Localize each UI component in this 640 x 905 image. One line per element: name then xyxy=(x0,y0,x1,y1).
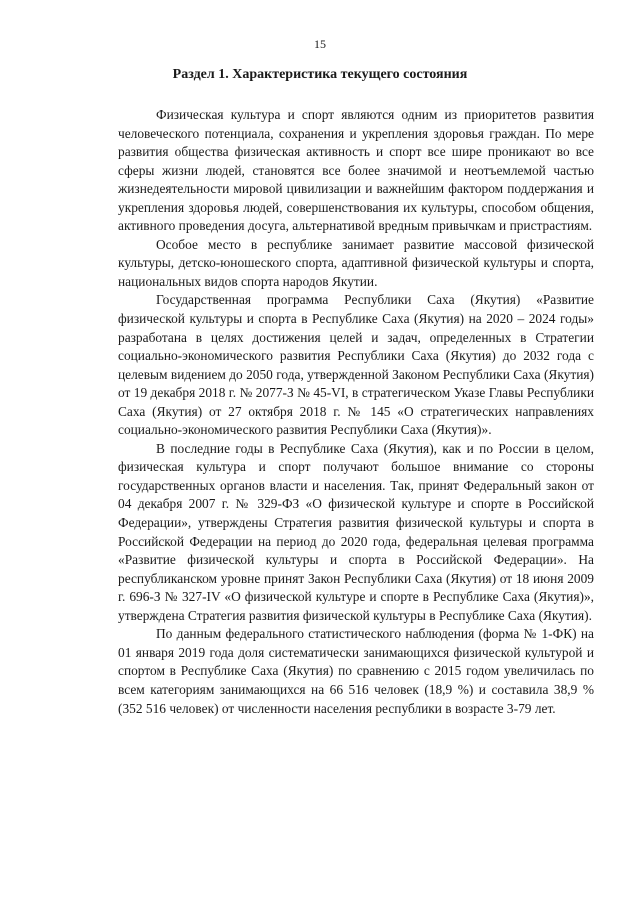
document-body xyxy=(118,106,594,718)
paragraph: В последние годы в Республике Саха (Якутия), как и по России в целом, физическая культура и спорт получают большое внимание со стороны государственных органов власти и населения. Так, принят Федеральный закон от 04 декабря 2007 г. № 329-ФЗ «О физической культуре и спорте в Российской Федерации», утверждены Стратегия развития физической культуры и спорта в Российской Федерации на период до 2020 года, федеральная целевая программа «Развитие физической культуры и спорта в Российской Федерации». На республиканском уровне принят Закон Республики Саха (Якутия) от 18 июня 2009 г. 696-З № 327-IV «О физической культуре и спорте в Республике Саха (Якутия)», утверждена Стратегия развития физической культуры в Республике Саха (Якутия). xyxy=(118,440,594,623)
paragraph: Особое место в республике занимает развитие массовой физической культуры, детско-юношеского спорта, адаптивной физической культуры и спорта, национальных видов спорта народов Якутии. xyxy=(118,236,594,289)
page-number: 15 xyxy=(314,37,326,51)
paragraph: Физическая культура и спорт являются одним из приоритетов развития человеческого потенциала, сохранения и укрепления здоровья граждан. По мере развития общества физическая активность и спорт все шире проникают во все сферы жизни людей, становятся все более значимой и неотъемлемой частью жизнедеятельности мировой цивилизации и важнейшим фактором поддержания и укрепления здоровья людей, совершенствования их культуры, способом общения, активного проведения досуга, альтернативой вредным привычкам и пристрастиям. xyxy=(118,107,594,234)
paragraph: По данным федерального статистического наблюдения (форма № 1-ФК) на 01 января 2019 года доля систематически занимающихся физической культурой и спортом в Республике Саха (Якутия) по сравнению с 2015 годом увеличилась по всем категориям занимающихся на 66 516 человек (18,9 %) и составила 38,9 % (352 516 человек) от численности населения республики в возрасте 3-79 лет. xyxy=(118,626,594,716)
section-heading: Раздел 1. Характеристика текущего состояния xyxy=(172,67,468,82)
paragraph: Государственная программа Республики Саха (Якутия) «Развитие физической культуры и спорта в Республике Саха (Якутия) на 2020 – 2024 годы» разработана в целях достижения целей и задач, определенных в Стратегии социально-экономического развития Республики Саха (Якутия) до 2032 года с целевым видением до 2050 года, утвержденной Законом Республики Саха (Якутия) от 19 декабря 2018 г. № 2077-З № 45-VI, в стратегическом Указе Главы Республики Саха (Якутия) от 27 октября 2018 г. № 145 «О стратегических направлениях социально-экономического развития Республики Саха (Якутия)». xyxy=(118,292,594,438)
